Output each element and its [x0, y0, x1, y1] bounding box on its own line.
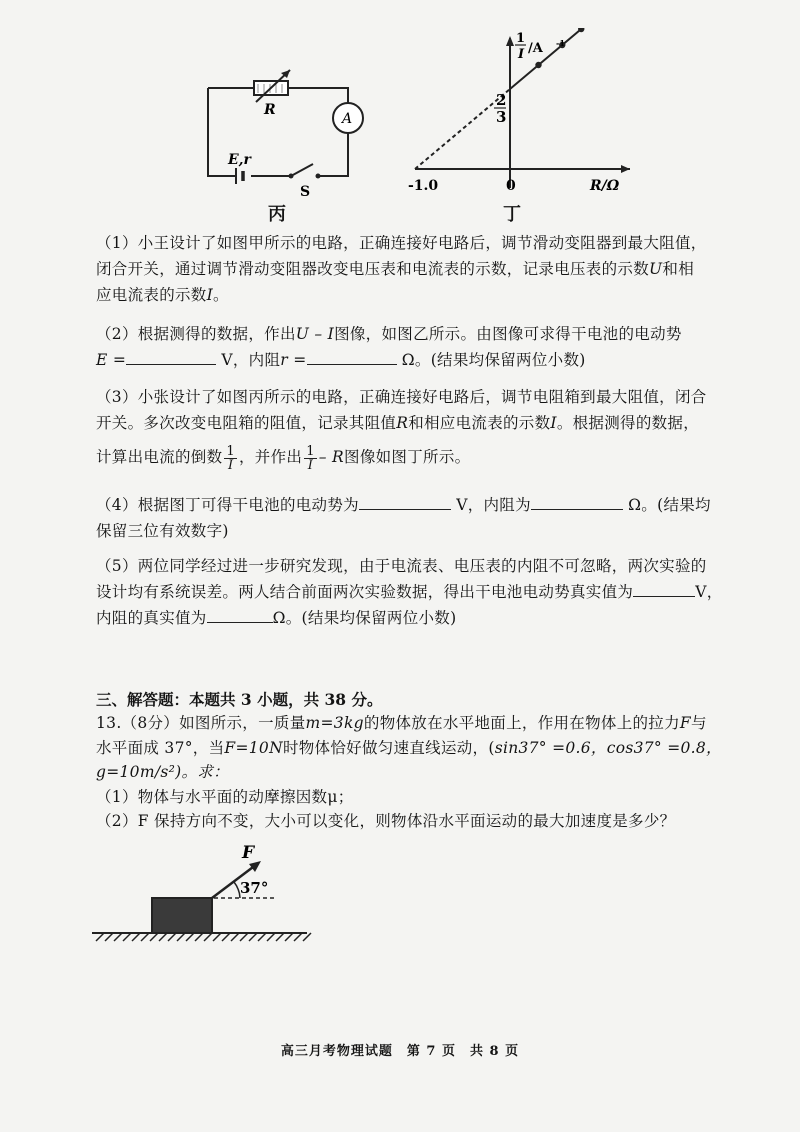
ground-hatch-line	[231, 933, 239, 941]
ground-hatch-line	[105, 933, 113, 941]
answer-blank-true-emf[interactable]	[633, 596, 695, 597]
ground-hatch-line	[96, 933, 104, 941]
figure-label-ding: 丁	[503, 204, 521, 225]
y-axis-exp: -1	[556, 38, 565, 48]
answer-blank-resistance[interactable]	[307, 364, 397, 365]
force-label: F	[242, 843, 255, 863]
question-1: （1）小王设计了如图甲所示的电路，正确连接好电路后，调节滑动变阻器到最大阻值， 闭合开关，通过调节滑动变阻器改变电压表和电流表的示数，记录电压表的示数U和相 应电流表的示数I。	[96, 234, 707, 304]
resistor-label: R	[264, 102, 276, 118]
question-4: （4）根据图丁可得干电池的电动势为 V，内阻为 Ω。(结果均 保留三位有效数字)	[96, 496, 711, 540]
y-axis-arrow-icon	[506, 36, 514, 46]
figure-label-bing: 丙	[268, 204, 286, 225]
block-force-diagram	[92, 840, 312, 945]
y-intercept-num: 2	[496, 91, 507, 109]
ground-hatch-line	[204, 933, 212, 941]
page-footer: 高三月考物理试题 第 7 页 共 8 页	[280, 1044, 520, 1059]
x-axis-arrow-icon	[621, 165, 630, 173]
ground-hatch-line	[294, 933, 302, 941]
ground-hatch-line	[177, 933, 185, 941]
y-intercept-den: 3	[496, 108, 507, 126]
question-5: （5）两位同学经过进一步研究发现，由于电流表、电压表的内阻不可忽略，两次实验的 设计均有系统误差。两人结合前面两次实验数据，得出干电池电动势真实值为 V， 内阻的真实值为 Ω。(结果均保留两位小数)	[96, 557, 723, 627]
fit-line	[510, 28, 638, 89]
ammeter-label: A	[342, 111, 353, 127]
y-axis-num: 1	[516, 31, 526, 46]
y-axis-den: I	[518, 47, 525, 62]
answer-blank-resistance-2[interactable]	[531, 509, 623, 510]
circuit-diagram-bing	[196, 36, 366, 201]
ground-hatch-line	[141, 933, 149, 941]
ground-hatch-line	[249, 933, 257, 941]
data-point-1	[535, 62, 541, 68]
ground-hatch-line	[258, 933, 266, 941]
switch-label: S	[300, 184, 311, 200]
ground-hatch-line	[240, 933, 248, 941]
ground-hatch-line	[123, 933, 131, 941]
x-axis-label: R/Ω	[590, 178, 620, 194]
ground-hatch-line	[303, 933, 311, 941]
ground-hatch-line	[168, 933, 176, 941]
graph-ding	[400, 28, 645, 198]
ground-hatch-line	[276, 933, 284, 941]
x-intercept-label: -1.0	[408, 178, 439, 194]
answer-blank-emf-2[interactable]	[359, 509, 451, 510]
question-2: （2）根据测得的数据，作出U – I图像，如图乙所示。由图像可求得干电池的电动势 E = V，内阻r = Ω。(结果均保留两位小数)	[96, 325, 682, 369]
ground-hatch-line	[159, 933, 167, 941]
ground-hatch-line	[222, 933, 230, 941]
ground-hatch-line	[114, 933, 122, 941]
section-3-heading: 三、解答题：本题共 3 小题，共 38 分。	[96, 690, 383, 709]
question-13: 13.（8分）如图所示，一质量m=3kg的物体放在水平地面上，作用在物体上的拉力F与 水平面成 37°，当F=10N时物体恰好做匀速直线运动，(sin37° =0.6，cos37° =0.8， g=10m/s²)。求： （1）物体与水平面的动摩擦因数μ； （2）F 保持方向不变，大小可以变化，则物体沿水平面运动的最大加速度是多少？	[96, 714, 722, 830]
question-3: （3）小张设计了如图丙所示的电路，正确连接好电路后，调节电阻箱到最大阻值，闭合 开关。多次改变电阻箱的阻值，记录其阻值R和相应电流表的示数I。根据测得的数据， 计算出电流的倒数 $\frac{1}{I}$ ，并作出 $\frac{1}{I}$ – R图像如图丁所示。	[96, 388, 707, 473]
ground-hatch-line	[285, 933, 293, 941]
origin-label: 0	[506, 178, 516, 194]
ground-hatch-line	[267, 933, 275, 941]
battery-label: E,r	[228, 152, 251, 168]
ground-hatch-line	[150, 933, 158, 941]
y-axis-unit: /A	[528, 41, 543, 56]
fraction-one-over-i-2: $\frac{1}{I}$	[306, 443, 315, 473]
ground-hatch-line	[186, 933, 194, 941]
answer-blank-emf[interactable]	[126, 364, 216, 365]
fraction-one-over-i: $\frac{1}{I}$	[226, 443, 235, 473]
ground-hatch-line	[195, 933, 203, 941]
angle-label: 37°	[240, 879, 269, 897]
answer-blank-true-resistance[interactable]	[207, 622, 273, 623]
ground-hatch-line	[132, 933, 140, 941]
block	[152, 898, 212, 933]
ground-hatch-line	[213, 933, 221, 941]
